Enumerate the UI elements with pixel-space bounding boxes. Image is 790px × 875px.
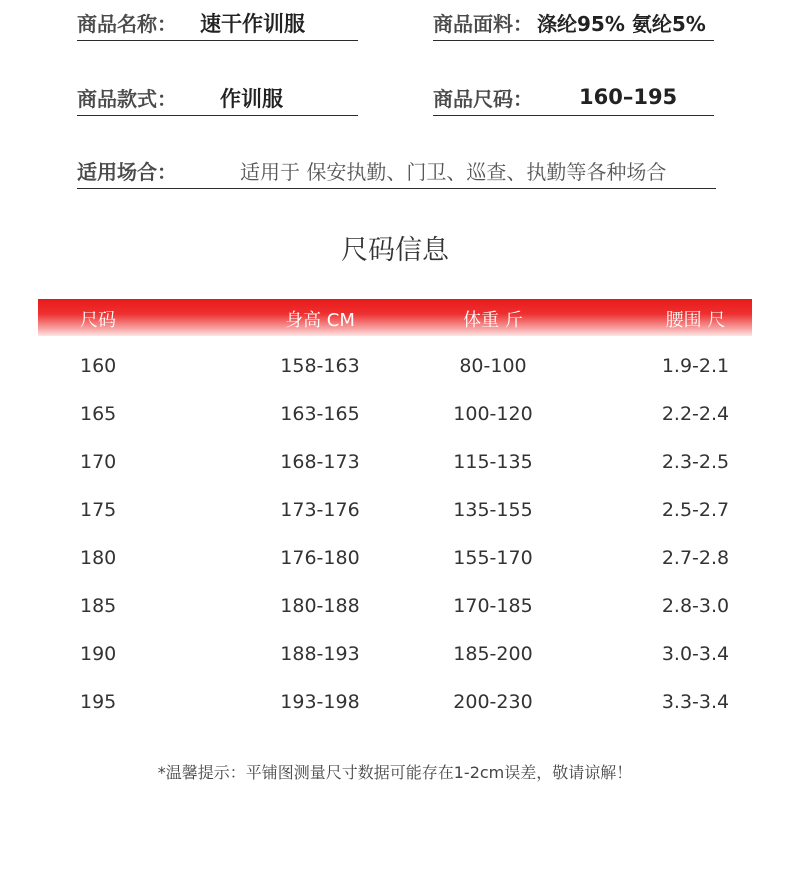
height-cell: 158-163 [280, 355, 360, 377]
height-cell: 188-193 [280, 643, 360, 665]
product-name-field [77, 0, 358, 41]
product-name-label: 商品名称： [77, 12, 177, 36]
size-cell: 175 [80, 499, 117, 521]
size-info-title: 尺码信息 [341, 235, 449, 266]
height-cell: 180-188 [280, 595, 360, 617]
product-occasion-label: 适用场合： [77, 160, 177, 184]
table-row [38, 677, 752, 725]
product-occasion-value: 适用于 保安执勤、门卫、巡查、执勤等各种场合 [240, 160, 667, 184]
weight-cell: 80-100 [459, 355, 527, 377]
size-cell: 160 [80, 355, 117, 377]
table-row [38, 437, 752, 485]
size-cell: 190 [80, 643, 117, 665]
weight-cell: 115-135 [453, 451, 533, 473]
product-occasion-field [77, 148, 716, 189]
size-cell: 185 [80, 595, 117, 617]
height-cell: 163-165 [280, 403, 360, 425]
product-fabric-field [433, 0, 714, 41]
weight-cell: 200-230 [453, 691, 533, 713]
weight-cell: 135-155 [453, 499, 533, 521]
product-style-field [77, 75, 358, 116]
product-size-range-field [433, 75, 714, 116]
weight-cell: 100-120 [453, 403, 533, 425]
product-size-range-value: 160–195 [579, 85, 678, 109]
weight-cell: 170-185 [453, 595, 533, 617]
table-row [38, 581, 752, 629]
product-fabric-label: 商品面料： [433, 12, 533, 36]
size-cell: 170 [80, 451, 117, 473]
waist-cell: 3.3-3.4 [661, 691, 730, 713]
product-style-label: 商品款式： [77, 87, 177, 111]
size-cell: 195 [80, 691, 117, 713]
table-row [38, 389, 752, 437]
size-table-header [38, 299, 752, 336]
column-header-waist: 腰围 尺 [665, 310, 726, 331]
product-fabric-value: 涤纶95% 氨纶5% [537, 12, 706, 36]
waist-cell: 2.3-2.5 [661, 451, 730, 473]
waist-cell: 1.9-2.1 [661, 355, 730, 377]
height-cell: 173-176 [280, 499, 360, 521]
waist-cell: 2.7-2.8 [661, 547, 730, 569]
table-row [38, 629, 752, 677]
product-style-value: 作训服 [220, 87, 283, 111]
table-row [38, 341, 752, 389]
table-row [38, 533, 752, 581]
product-name-value: 速干作训服 [200, 12, 305, 36]
product-size-range-label: 商品尺码： [433, 87, 533, 111]
waist-cell: 3.0-3.4 [661, 643, 730, 665]
height-cell: 168-173 [280, 451, 360, 473]
waist-cell: 2.5-2.7 [661, 499, 730, 521]
waist-cell: 2.2-2.4 [661, 403, 730, 425]
column-header-height: 身高 CM [285, 310, 355, 331]
weight-cell: 185-200 [453, 643, 533, 665]
column-header-weight: 体重 斤 [463, 310, 523, 331]
height-cell: 176-180 [280, 547, 360, 569]
weight-cell: 155-170 [453, 547, 533, 569]
waist-cell: 2.8-3.0 [661, 595, 730, 617]
size-cell: 180 [80, 547, 117, 569]
height-cell: 193-198 [280, 691, 360, 713]
column-header-size: 尺码 [80, 310, 116, 331]
size-cell: 165 [80, 403, 117, 425]
measurement-note: *温馨提示：平铺图测量尺寸数据可能存在1-2cm误差，敬请谅解！ [157, 763, 633, 782]
table-row [38, 485, 752, 533]
